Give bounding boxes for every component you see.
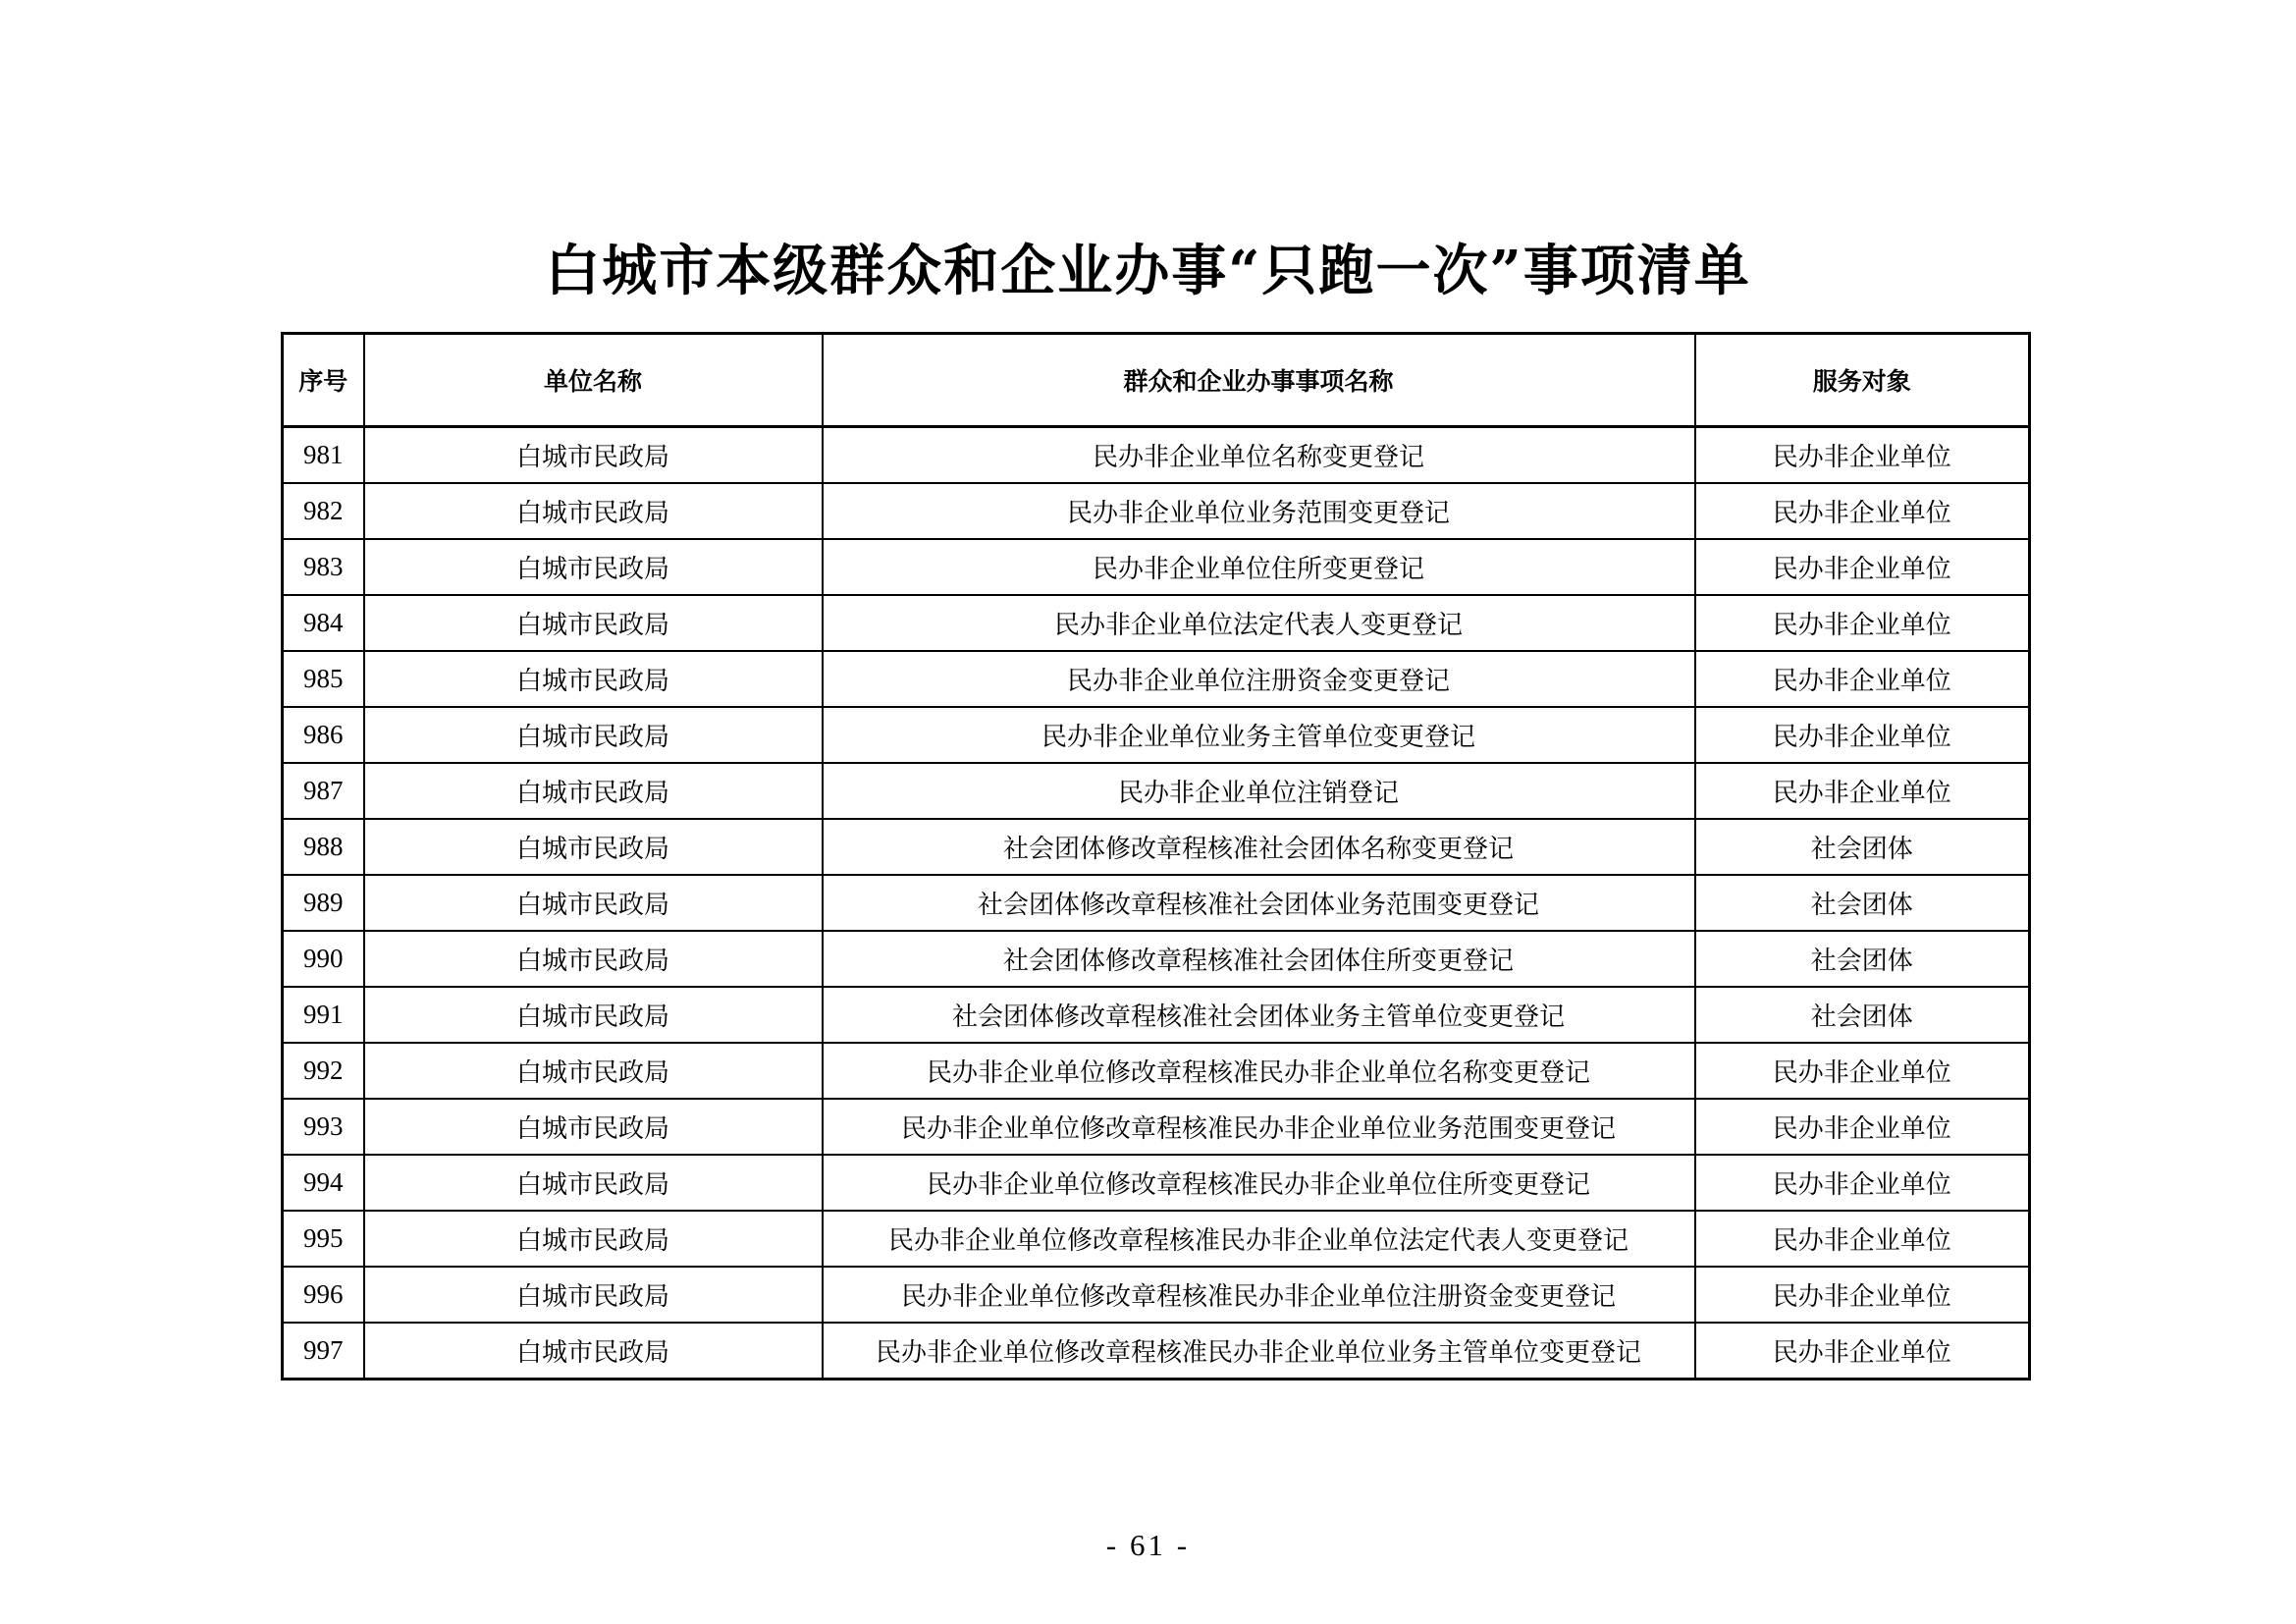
cell-item-name: 民办非企业单位修改章程核准民办非企业单位业务范围变更登记	[823, 1099, 1695, 1155]
cell-item-name: 社会团体修改章程核准社会团体业务范围变更登记	[823, 875, 1695, 931]
cell-serial-number: 982	[283, 483, 364, 539]
page-title: 白城市本级群众和企业办事“只跑一次”事项清单	[545, 239, 1751, 303]
cell-unit-name: 白城市民政局	[364, 1043, 823, 1099]
cell-item-name: 民办非企业单位注销登记	[823, 763, 1695, 819]
cell-unit-name: 白城市民政局	[364, 1099, 823, 1155]
header-service-target: 服务对象	[1695, 334, 2030, 427]
cell-serial-number: 987	[283, 763, 364, 819]
table-row	[283, 1155, 2030, 1211]
cell-item-name: 民办非企业单位修改章程核准民办非企业单位注册资金变更登记	[823, 1267, 1695, 1323]
cell-item-name: 社会团体修改章程核准社会团体业务主管单位变更登记	[823, 987, 1695, 1043]
header-row	[283, 334, 2030, 427]
cell-item-name: 民办非企业单位住所变更登记	[823, 539, 1695, 595]
cell-unit-name: 白城市民政局	[364, 427, 823, 484]
table-row	[283, 427, 2030, 484]
table-row	[283, 1043, 2030, 1099]
cell-serial-number: 993	[283, 1099, 364, 1155]
cell-serial-number: 983	[283, 539, 364, 595]
cell-unit-name: 白城市民政局	[364, 1211, 823, 1267]
cell-service-target: 民办非企业单位	[1695, 763, 2030, 819]
cell-serial-number: 986	[283, 707, 364, 763]
cell-service-target: 民办非企业单位	[1695, 1323, 2030, 1380]
items-table	[281, 332, 2031, 1380]
cell-item-name: 民办非企业单位业务主管单位变更登记	[823, 707, 1695, 763]
table-row	[283, 875, 2030, 931]
cell-unit-name: 白城市民政局	[364, 539, 823, 595]
cell-unit-name: 白城市民政局	[364, 763, 823, 819]
cell-service-target: 民办非企业单位	[1695, 539, 2030, 595]
cell-service-target: 社会团体	[1695, 987, 2030, 1043]
cell-serial-number: 990	[283, 931, 364, 987]
cell-serial-number: 981	[283, 427, 364, 484]
cell-item-name: 民办非企业单位修改章程核准民办非企业单位业务主管单位变更登记	[823, 1323, 1695, 1380]
cell-service-target: 社会团体	[1695, 931, 2030, 987]
cell-serial-number: 988	[283, 819, 364, 875]
cell-service-target: 社会团体	[1695, 819, 2030, 875]
cell-service-target: 民办非企业单位	[1695, 651, 2030, 707]
table-body	[283, 427, 2030, 1380]
cell-unit-name: 白城市民政局	[364, 1155, 823, 1211]
cell-item-name: 民办非企业单位修改章程核准民办非企业单位住所变更登记	[823, 1155, 1695, 1211]
page-number: - 61 -	[1105, 1528, 1191, 1562]
table-row	[283, 595, 2030, 651]
cell-unit-name: 白城市民政局	[364, 819, 823, 875]
cell-unit-name: 白城市民政局	[364, 483, 823, 539]
cell-item-name: 民办非企业单位业务范围变更登记	[823, 483, 1695, 539]
table-row	[283, 1211, 2030, 1267]
cell-service-target: 民办非企业单位	[1695, 1155, 2030, 1211]
cell-item-name: 社会团体修改章程核准社会团体住所变更登记	[823, 931, 1695, 987]
cell-serial-number: 997	[283, 1323, 364, 1380]
cell-serial-number: 995	[283, 1211, 364, 1267]
cell-serial-number: 996	[283, 1267, 364, 1323]
table-row	[283, 707, 2030, 763]
table-row	[283, 819, 2030, 875]
cell-service-target: 民办非企业单位	[1695, 1099, 2030, 1155]
cell-unit-name: 白城市民政局	[364, 931, 823, 987]
cell-item-name: 民办非企业单位修改章程核准民办非企业单位名称变更登记	[823, 1043, 1695, 1099]
cell-item-name: 民办非企业单位修改章程核准民办非企业单位法定代表人变更登记	[823, 1211, 1695, 1267]
table-row	[283, 987, 2030, 1043]
cell-serial-number: 991	[283, 987, 364, 1043]
cell-unit-name: 白城市民政局	[364, 1267, 823, 1323]
table-row	[283, 1099, 2030, 1155]
cell-unit-name: 白城市民政局	[364, 1323, 823, 1380]
table-row	[283, 1267, 2030, 1323]
cell-item-name: 民办非企业单位法定代表人变更登记	[823, 595, 1695, 651]
cell-unit-name: 白城市民政局	[364, 707, 823, 763]
cell-serial-number: 992	[283, 1043, 364, 1099]
cell-service-target: 民办非企业单位	[1695, 483, 2030, 539]
header-unit-name: 单位名称	[364, 334, 823, 427]
cell-service-target: 民办非企业单位	[1695, 1043, 2030, 1099]
table-row	[283, 539, 2030, 595]
cell-item-name: 社会团体修改章程核准社会团体名称变更登记	[823, 819, 1695, 875]
cell-service-target: 社会团体	[1695, 875, 2030, 931]
header-serial-number: 序号	[283, 334, 364, 427]
table-header	[283, 334, 2030, 427]
cell-unit-name: 白城市民政局	[364, 875, 823, 931]
cell-serial-number: 984	[283, 595, 364, 651]
cell-serial-number: 985	[283, 651, 364, 707]
cell-unit-name: 白城市民政局	[364, 651, 823, 707]
table-row	[283, 763, 2030, 819]
table-row	[283, 931, 2030, 987]
table-row	[283, 1323, 2030, 1380]
cell-serial-number: 989	[283, 875, 364, 931]
cell-item-name: 民办非企业单位名称变更登记	[823, 427, 1695, 484]
cell-service-target: 民办非企业单位	[1695, 1267, 2030, 1323]
cell-service-target: 民办非企业单位	[1695, 427, 2030, 484]
cell-unit-name: 白城市民政局	[364, 595, 823, 651]
header-item-name: 群众和企业办事事项名称	[823, 334, 1695, 427]
cell-serial-number: 994	[283, 1155, 364, 1211]
cell-item-name: 民办非企业单位注册资金变更登记	[823, 651, 1695, 707]
cell-service-target: 民办非企业单位	[1695, 1211, 2030, 1267]
table-row	[283, 651, 2030, 707]
table-row	[283, 483, 2030, 539]
cell-unit-name: 白城市民政局	[364, 987, 823, 1043]
cell-service-target: 民办非企业单位	[1695, 595, 2030, 651]
cell-service-target: 民办非企业单位	[1695, 707, 2030, 763]
